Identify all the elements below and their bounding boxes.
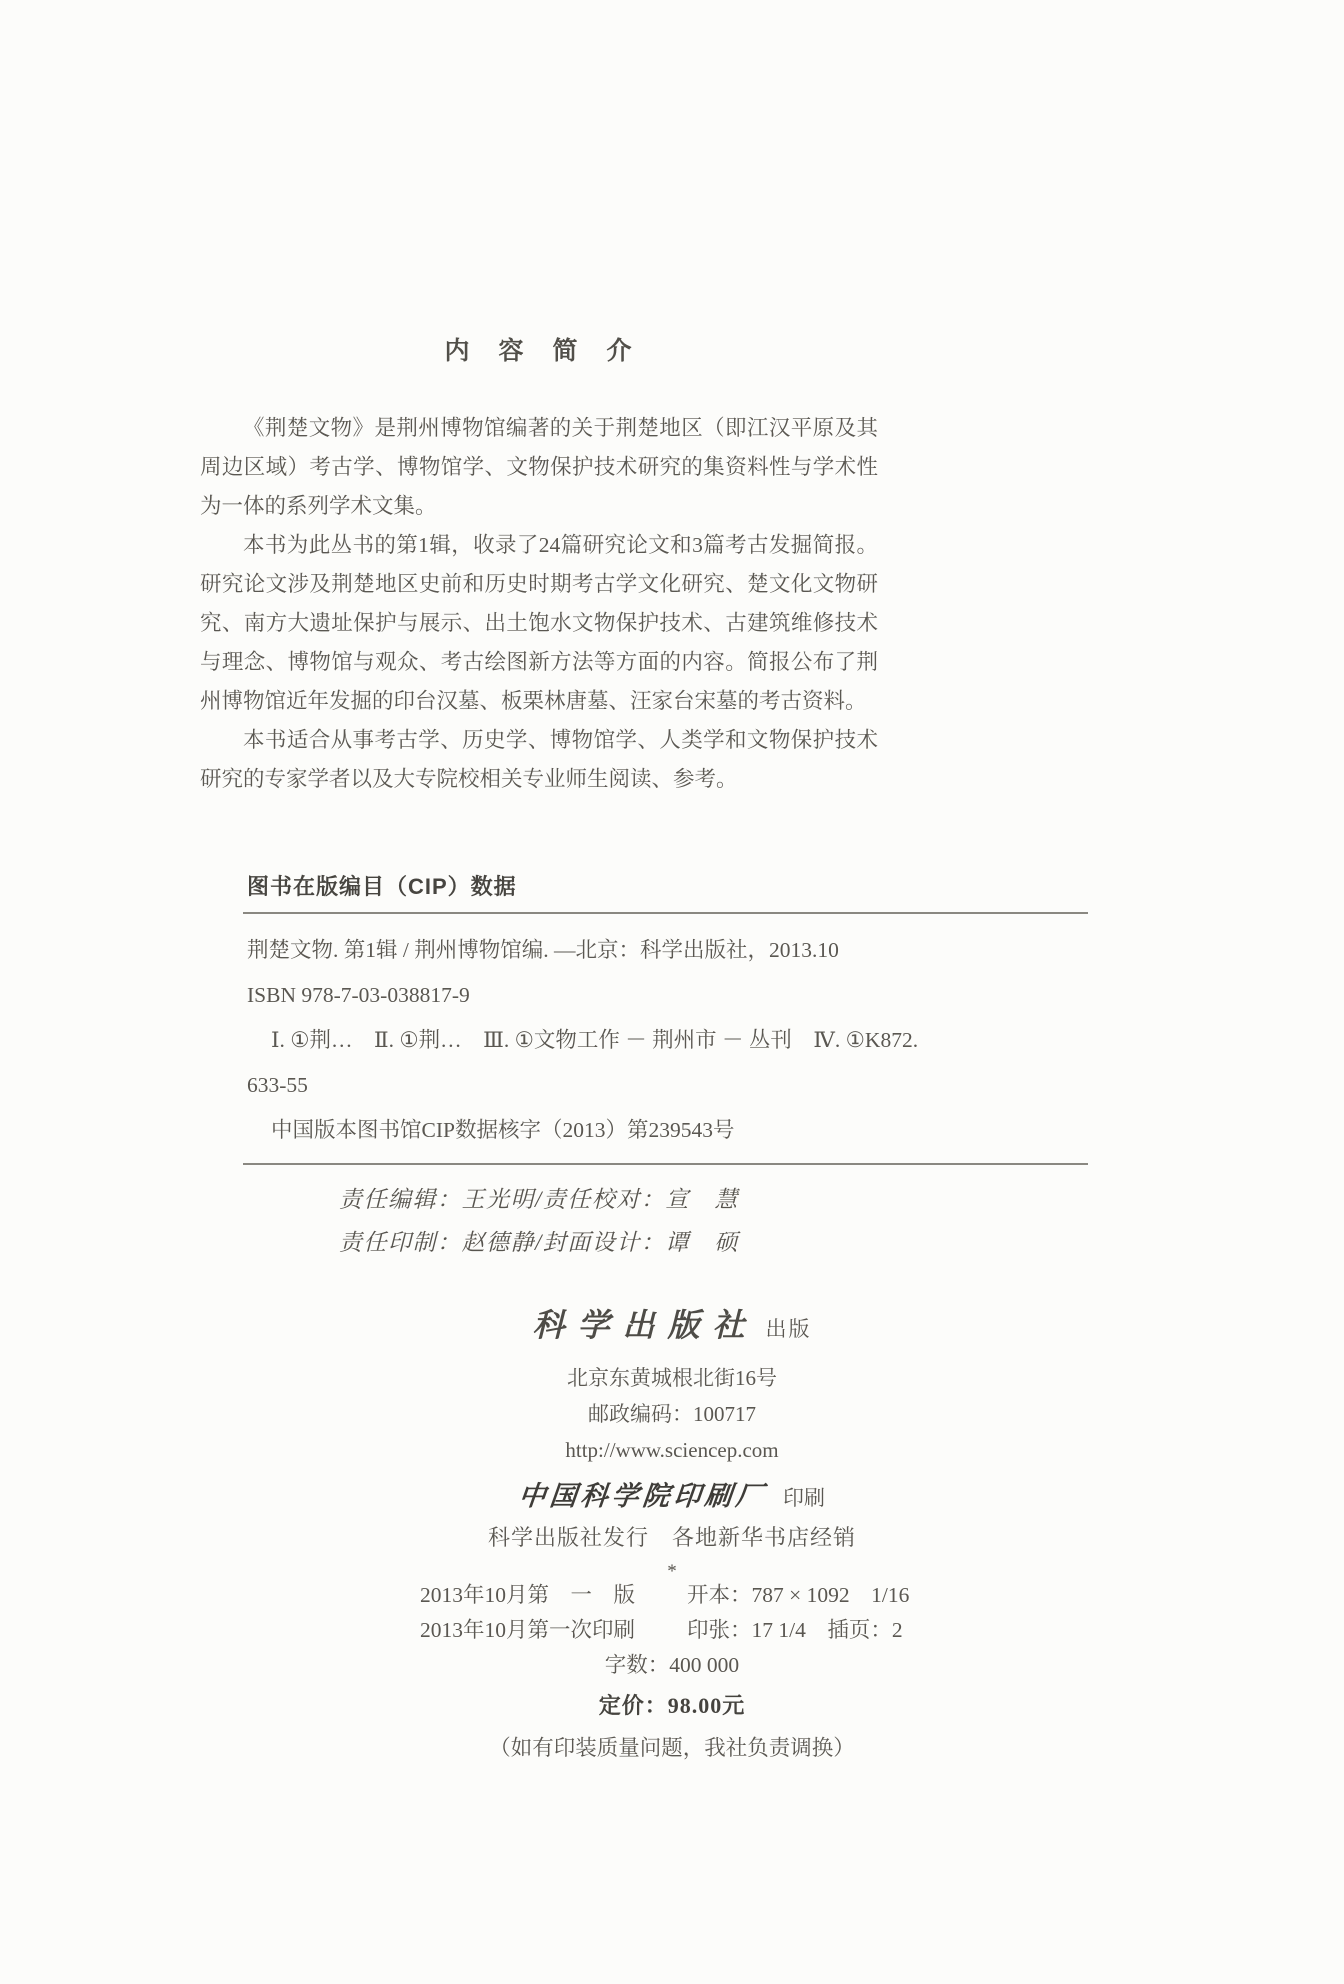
- word-count-line: 字数：400 000: [604, 1653, 740, 1677]
- staff-credits-section: [200, 1178, 878, 1264]
- edition-label: 2013年10月第 一 版: [420, 1583, 636, 1607]
- publisher-website: http://www.sciencep.com: [565, 1438, 779, 1462]
- production-credit-line: 责任印制：赵德静/封面设计：谭 硕: [339, 1230, 739, 1255]
- publisher-line: [336, 1300, 1008, 1346]
- impression-row: [420, 1613, 1040, 1648]
- publisher-logotype: 科学出版社: [532, 1307, 758, 1343]
- cip-record-line: 荆楚文物. 第1辑 / 荆州博物馆编. —北京：科学出版社，2013.10: [247, 938, 839, 962]
- editors-credit-line: 责任编辑：王光明/责任校对：宣 慧: [339, 1187, 739, 1212]
- printer-logotype: 中国科学院印刷厂: [517, 1481, 769, 1511]
- publisher-section: [336, 1300, 1008, 1587]
- printer-role-label: 印刷: [783, 1486, 825, 1510]
- impression-label: 2013年10月第一次印刷: [420, 1618, 636, 1642]
- intro-paragraph: 《荆楚文物》是荆州博物馆编著的关于荆楚地区（即江汉平原及其周边区域）考古学、博物馆学、文物保护技术研究的集资料性与学术性为一体的系列学术文集。: [200, 416, 878, 518]
- isbn-line: ISBN 978-7-03-038817-9: [247, 983, 470, 1007]
- format-label: 开本：787 × 1092 1/16: [687, 1583, 910, 1607]
- divider-rule: [243, 1163, 1088, 1165]
- cip-body: [243, 914, 1088, 1163]
- asterisk-divider: *: [667, 1561, 677, 1582]
- sheets-label: 印张：17 1/4 插页：2: [687, 1618, 903, 1642]
- cip-data-section: [243, 870, 1088, 1165]
- price-line: 定价：98.00元: [598, 1693, 746, 1718]
- publisher-role-label: 出版: [765, 1317, 812, 1341]
- print-run-section: [420, 1578, 1040, 1648]
- cip-heading: 图书在版编目（CIP）数据: [247, 874, 517, 899]
- intro-paragraph: 本书适合从事考古学、历史学、博物馆学、人类学和文物保护技术研究的专家学者以及大专院校相关专业师生阅读、参考。: [200, 728, 878, 791]
- cip-classification-continuation: 633-55: [247, 1073, 308, 1097]
- intro-paragraph: 本书为此丛书的第1辑，收录了24篇研究论文和3篇考古发掘简报。研究论文涉及荆楚地区史前和历史时期考古学文化研究、楚文化文物研究、南方大遗址保护与展示、出土饱水文物保护技术、古建筑维修技术与理念、博物馆与观众、考古绘图新方法等方面的内容。简报公布了荆州博物馆近年发掘的印台汉墓、板栗林唐墓、汪家台宋墓的考古资料。: [200, 533, 878, 713]
- cip-registration-line: 中国版本图书馆CIP数据核字（2013）第239543号: [271, 1118, 735, 1142]
- edition-row: [420, 1578, 1040, 1613]
- publisher-address: 北京东黄城根北街16号: [567, 1366, 777, 1390]
- postal-code-line: 邮政编码：100717: [588, 1402, 756, 1426]
- totals-section: [336, 1645, 1008, 1769]
- printer-line: [336, 1474, 1008, 1513]
- cip-classification-line: Ⅰ. ①荆… Ⅱ. ①荆… Ⅲ. ①文物工作 － 荆州市 － 丛刊 Ⅳ. ①K872.: [271, 1028, 919, 1052]
- distribution-line: 科学出版社发行 各地新华书店经销: [487, 1525, 856, 1550]
- section-title: 内 容 简 介: [444, 338, 634, 365]
- content-introduction-section: [200, 331, 878, 799]
- exchange-note: （如有印装质量问题，我社负责调换）: [489, 1736, 855, 1760]
